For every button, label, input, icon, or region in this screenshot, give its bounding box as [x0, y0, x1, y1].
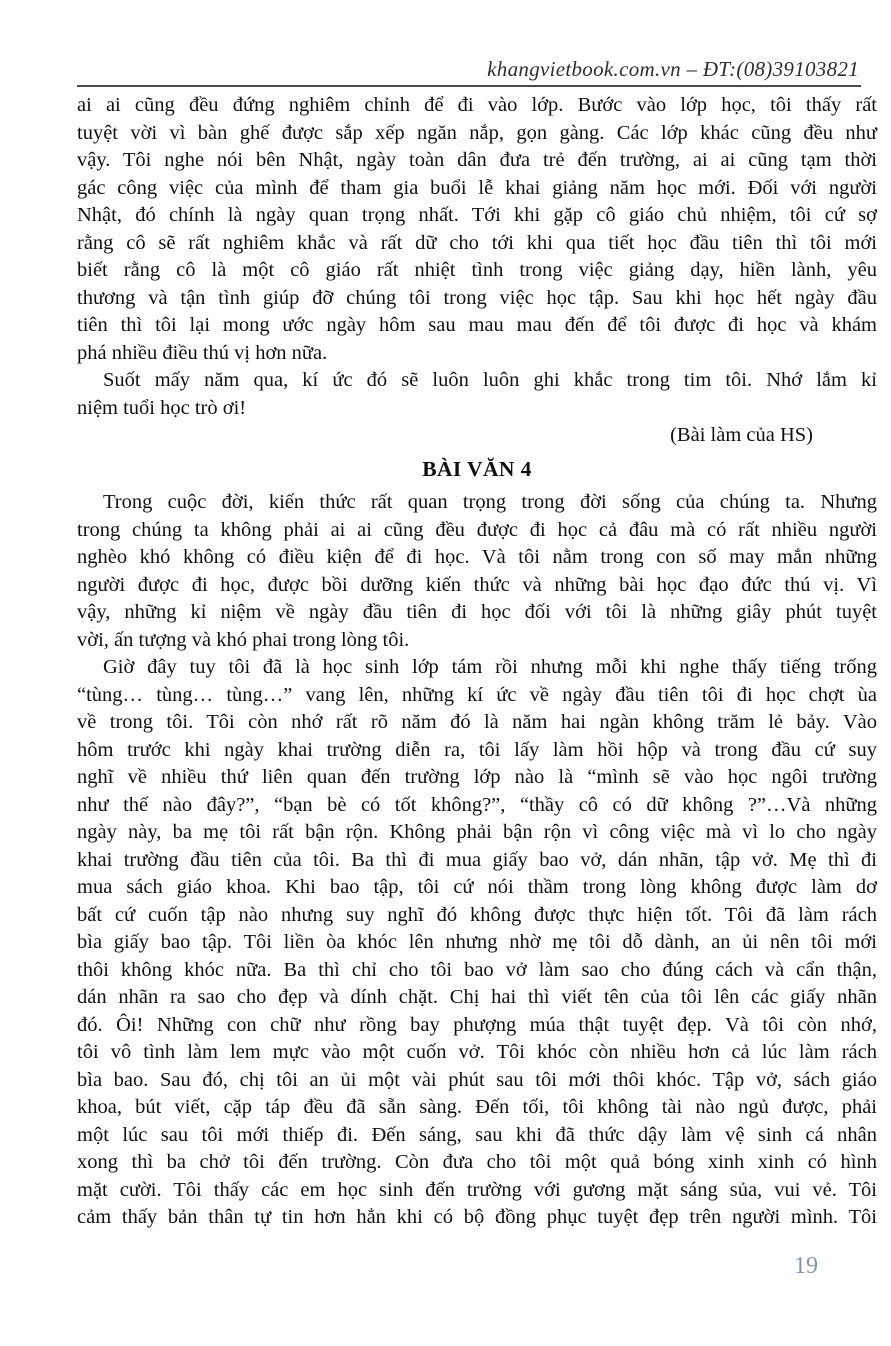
text-line: bìa giấy bao tập. Tôi liền òa khóc lên nhưng nhờ mẹ tôi dỗ dành, an ủi nên tôi mới: [77, 931, 877, 953]
text-line: rằng cô sẽ rất nghiêm khắc và rất dữ cho tới khi qua tiết học đầu tiên thì tôi mới: [77, 231, 877, 254]
text-line: như thế nào đây?”, “bạn bè có tốt không?”, “thầy cô có dữ không ?”…Và những: [77, 793, 877, 816]
text-line: nghĩ về nhiều thứ liên quan đến trường lớp nào là “mình sẽ vào học ngôi trường: [77, 766, 877, 788]
text-line: thôi không khóc nữa. Ba thì chỉ cho tôi bao vở làm sao cho đúng cách và cẩn thận,: [77, 958, 877, 981]
text-line: trong chúng ta không phải ai ai cũng đều được đi học cả đâu mà có rất nhiều người: [77, 518, 877, 541]
text-line: tuyệt vời vì bàn ghế được sắp xếp ngăn nắp, gọn gàng. Các lớp khác cũng đều như: [77, 121, 877, 144]
paragraph: [77, 367, 877, 422]
text-line: khai trường đầu tiên của tôi. Ba thì đi mua giấy bao vở, dán nhãn, tập vở. Mẹ thì đi: [77, 848, 877, 871]
text-line: niệm tuổi học trò ơi!: [77, 396, 247, 419]
text-line: phá nhiều điều thú vị hơn nữa.: [77, 341, 328, 364]
text-line: thương và tận tình giúp đỡ chúng tôi trong việc học tập. Sau khi học hết ngày đầu: [77, 286, 877, 309]
text-line: mua sách giáo khoa. Khi bao tập, tôi cứ nói thầm trong lòng không được làm dơ: [77, 876, 877, 898]
text-line: Trong cuộc đời, kiến thức rất quan trọng trong đời sống của chúng ta. Nhưng: [103, 491, 877, 513]
text-line: khoa, bút viết, cặp táp đều đã sẵn sàng. Đến tối, tôi không tài nào ngủ được, phải: [77, 1096, 877, 1118]
text-line: về trong tôi. Tôi còn nhớ rất rõ năm đó là năm hai ngàn không trăm lẻ bảy. Vào: [77, 711, 877, 733]
text-line: xong thì ba chở tôi đến trường. Còn đưa cho tôi một quả bóng xinh xinh có hình: [77, 1151, 877, 1173]
text-line: ngày này, ba mẹ tôi rất bận rộn. Không phải bận rộn vì công việc mà vì lo cho ngày: [77, 821, 877, 843]
text-line: nghèo khó không có điều kiện để đi học. Và tôi nằm trong con số may mắn những: [77, 546, 877, 568]
text-line: ai ai cũng đều đứng nghiêm chỉnh để đi vào lớp. Bước vào lớp học, tôi thấy rất: [77, 94, 877, 116]
text-line: Giờ đây tuy tôi đã là học sinh lớp tám rồi nhưng mỗi khi nghe thấy tiếng trống: [103, 656, 877, 678]
text-line: vậy. Tôi nghe nói bên Nhật, ngày toàn dân đưa trẻ đến trường, ai ai cũng tạm thời: [77, 149, 877, 171]
text-line: bất cứ cuốn tập nào nhưng suy nghĩ đó không được thực hiện tốt. Tôi đã làm rách: [77, 903, 877, 926]
text-line: bìa bao. Sau đó, chị tôi an ủi một vài phút sau tôi mới thôi khóc. Tập vở, sách giáo: [77, 1068, 877, 1091]
text-line: tôi vô tình làm lem mực vào một cuốn vở. Tôi khóc còn nhiều hơn cả lúc làm rách: [77, 1041, 877, 1063]
text-line: gác công việc của mình để tham gia buổi lễ khai giảng năm học mới. Đối với người: [77, 176, 877, 199]
text-line: hôm trước khi ngày khai trường diễn ra, tôi lấy làm hồi hộp và trong đầu cứ suy: [77, 738, 877, 761]
text-line: tiên thì tôi lại mong ước ngày hôm sau mau mau đến để tôi được đi học và khám: [77, 314, 877, 336]
body-text: [77, 92, 877, 1232]
text-line: người được đi học, được bồi dưỡng kiến thức và những bài học đạo đức thú vị. Vì: [77, 573, 877, 596]
text-line: Suốt mấy năm qua, kí ức đó sẽ luôn luôn ghi khắc trong tim tôi. Nhớ lắm kỉ: [103, 369, 877, 391]
paragraph: [77, 92, 877, 367]
attribution: (Bài làm của HS): [670, 424, 813, 446]
page-header: [77, 56, 861, 87]
text-line: mặt cười. Tôi thấy các em học sinh đến trường với gương mặt sáng sủa, vui vẻ. Tôi: [77, 1178, 877, 1201]
text-line: một lúc sau tôi mới thiếp đi. Đến sáng, sau khi đã thức dậy làm vệ sinh cá nhân: [77, 1123, 877, 1146]
text-line: “tùng… tùng… tùng…” vang lên, những kí ức về ngày đầu tiên tôi đi học chợt ùa: [77, 683, 877, 706]
text-line: biết rằng cô là một cô giáo rất nhiệt tình trong việc giảng dạy, hiền lành, yêu: [77, 259, 877, 281]
header-site-info: khangvietbook.com.vn – ĐT:(08)39103821: [487, 57, 859, 81]
text-line: dán nhãn ra sao cho đẹp và dính chặt. Chị hai thì viết tên của tôi lên các giấy nhãn: [77, 986, 877, 1008]
page-number: 19: [794, 1252, 818, 1279]
text-line: đó. Ôi! Những con chữ như rồng bay phượng múa thật tuyệt đẹp. Và tôi còn nhớ,: [77, 1013, 877, 1036]
text-line: vậy, những kỉ niệm về ngày đầu tiên đi học đối với tôi là những giây phút tuyệt: [77, 601, 877, 623]
text-line: Nhật, đó chính là ngày quan trọng nhất. Tới khi gặp cô giáo chủ nhiệm, tôi cứ sợ: [77, 204, 877, 226]
paragraph: [77, 489, 877, 654]
text-line: cảm thấy bản thân tự tin hơn hẳn khi có bộ đồng phục tuyệt đẹp trên người mình. Tôi: [77, 1206, 877, 1228]
text-line: vời, ấn tượng và khó phai trong lòng tôi.: [77, 628, 410, 651]
section-heading: BÀI VĂN 4: [422, 456, 532, 481]
paragraph: [77, 654, 877, 1232]
